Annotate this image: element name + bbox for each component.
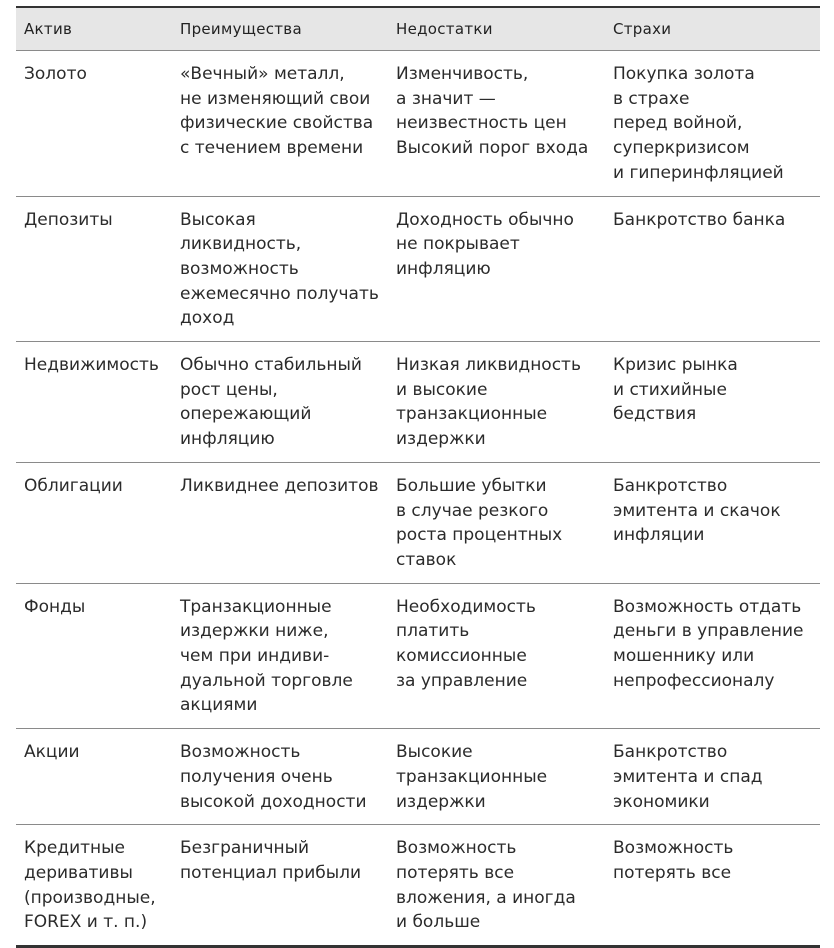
cell-pros: Обычно стабильный рост цены, опережающий инфляцию: [172, 342, 388, 463]
table-row: [16, 729, 820, 825]
table-row: [16, 342, 820, 463]
asset-comparison-table-container: [16, 6, 820, 948]
cell-pros: Безграничный потенциал прибыли: [172, 825, 388, 947]
cell-cons: Возможность потерять все вложения, а иногда и больше: [388, 825, 605, 947]
cell-fears: Банкротство эмитента и скачок инфляции: [605, 462, 820, 583]
table-body: [16, 51, 820, 947]
cell-cons: Изменчивость, а значит — неизвестность цен Высокий порог входа: [388, 51, 605, 197]
cell-fears: Кризис рынка и стихийные бедствия: [605, 342, 820, 463]
cell-asset: Облигации: [16, 462, 172, 583]
cell-fears: Банкротство банка: [605, 196, 820, 342]
cell-cons: Необходимость платить комиссионные за управление: [388, 583, 605, 729]
header-fears: Страхи: [605, 7, 820, 51]
cell-asset: Фонды: [16, 583, 172, 729]
table-row: [16, 196, 820, 342]
cell-pros: Ликвиднее депозитов: [172, 462, 388, 583]
cell-cons: Доходность обычно не покрывает инфляцию: [388, 196, 605, 342]
header-pros: Преимущества: [172, 7, 388, 51]
cell-cons: Большие убытки в случае резкого роста процентных ставок: [388, 462, 605, 583]
header-row: [16, 7, 820, 51]
cell-fears: Банкротство эмитента и спад экономики: [605, 729, 820, 825]
cell-pros: «Вечный» металл, не изменяющий свои физические свойства с течением времени: [172, 51, 388, 197]
cell-asset: Кредитные деривативы (производные, FOREX и т. п.): [16, 825, 172, 947]
cell-pros: Возможность получения очень высокой доходности: [172, 729, 388, 825]
cell-asset: Золото: [16, 51, 172, 197]
cell-pros: Транзакционные издержки ниже, чем при индиви- дуальной торговле акциями: [172, 583, 388, 729]
cell-pros: Высокая ликвидность, возможность ежемесячно получать доход: [172, 196, 388, 342]
header-cons: Недостатки: [388, 7, 605, 51]
cell-cons: Низкая ликвидность и высокие транзакционные издержки: [388, 342, 605, 463]
cell-asset: Депозиты: [16, 196, 172, 342]
table-row: [16, 583, 820, 729]
cell-fears: Покупка золота в страхе перед войной, суперкризисом и гиперинфляцией: [605, 51, 820, 197]
cell-asset: Недвижимость: [16, 342, 172, 463]
header-asset: Актив: [16, 7, 172, 51]
asset-comparison-table: [16, 6, 820, 948]
table-row: [16, 825, 820, 947]
table-header: [16, 7, 820, 51]
cell-fears: Возможность потерять все: [605, 825, 820, 947]
table-row: [16, 51, 820, 197]
cell-asset: Акции: [16, 729, 172, 825]
cell-cons: Высокие транзакционные издержки: [388, 729, 605, 825]
table-row: [16, 462, 820, 583]
cell-fears: Возможность отдать деньги в управление мошеннику или непрофессионалу: [605, 583, 820, 729]
